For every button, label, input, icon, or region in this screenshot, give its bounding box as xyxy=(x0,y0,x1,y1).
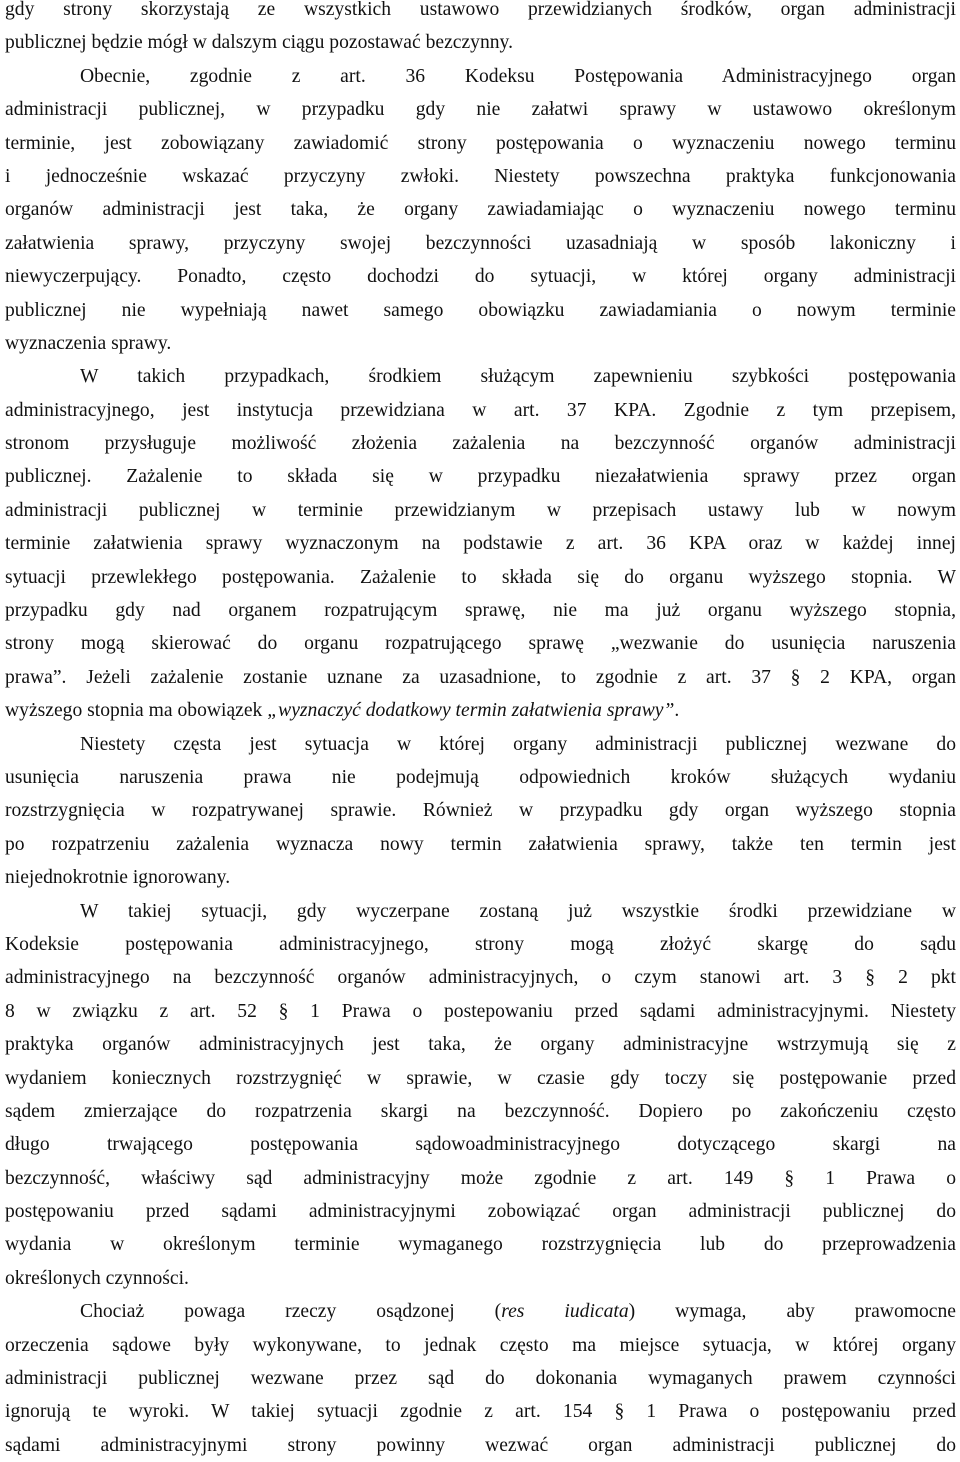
text-line: rozstrzygnięcia w rozpatrywanej sprawie. Również w przypadku gdy organ wyższego stopnia xyxy=(5,800,956,822)
text-line: ignorują te wyroki. W takiej sytuacji zgodnie z art. 154 § 1 Prawa o postępowaniu przed xyxy=(5,1401,956,1423)
text-line: niejednokrotnie ignorowany. xyxy=(5,867,231,889)
paragraph-5 xyxy=(5,895,956,1296)
text-line: gdy strony skorzystają ze wszystkich ustawowo przewidzianych środków, organ administracji xyxy=(5,0,956,20)
text-line: Kodeksie postępowania administracyjnego, strony mogą złożyć skargę do sądu xyxy=(5,933,956,955)
text-line: bezczynność, właściwy sąd administracyjny może zgodnie z art. 149 § 1 Prawa o xyxy=(5,1167,956,1189)
text-line: określonych czynności. xyxy=(5,1267,189,1289)
text-line: W takiej sytuacji, gdy wyczerpane zostaną już wszystkie środki przewidziane w xyxy=(80,900,956,922)
text-line: strony mogą skierować do organu rozpatrującego sprawę „wezwanie do usunięcia naruszenia xyxy=(5,633,956,655)
text-line: Niestety częsta jest sytuacja w której organy administracji publicznej wezwane do xyxy=(80,733,956,755)
text-line: publicznej będzie mógł w dalszym ciągu pozostawać bezczynny. xyxy=(5,32,513,54)
text-line: administracji publicznej w terminie przewidzianym w przepisach ustawy lub w nowym xyxy=(5,499,956,521)
paragraph-3 xyxy=(5,360,956,727)
text-line: organów administracji jest taka, że organy zawiadamiając o wyznaczeniu nowego terminu xyxy=(5,199,956,221)
latin-term: res iudicata xyxy=(501,1301,629,1323)
text-line: wydania w określonym terminie wymaganego rozstrzygnięcia lub do przeprowadzenia xyxy=(5,1234,956,1256)
text-line: prawa”. Jeżeli zażalenie zostanie uznane za uzasadnione, to zgodnie z art. 37 § 2 KPA, organ xyxy=(5,666,956,688)
text-line: publicznej nie wypełniają nawet samego obowiązku zawiadamiania o nowym terminie xyxy=(5,299,956,321)
text-run: ) wymaga, aby prawomocne xyxy=(628,1301,956,1323)
text-line: Obecnie, zgodnie z art. 36 Kodeksu Postępowania Administracyjnego organ xyxy=(80,65,956,87)
text-run: wyższego stopnia ma obowiązek xyxy=(5,700,268,722)
text-line: załatwienia sprawy, przyczyny swojej bezczynności uzasadniają w sposób lakoniczny i xyxy=(5,232,956,254)
text-line: publicznej. Zażalenie to składa się w przypadku niezałatwienia sprawy przez organ xyxy=(5,466,956,488)
paragraph-6 xyxy=(5,1295,956,1462)
paragraph-4 xyxy=(5,728,956,895)
text-line: administracji publicznej wezwane przez sąd do dokonania wymaganych prawem czynności xyxy=(5,1368,956,1390)
text-line: i jednocześnie wskazać przyczyny zwłoki. Niestety powszechna praktyka funkcjonowania xyxy=(5,165,956,187)
text-line: niewyczerpujący. Ponadto, często dochodzi do sytuacji, w której organy administracji xyxy=(5,266,956,288)
text-line: usunięcia naruszenia prawa nie podejmują odpowiednich kroków służących wydaniu xyxy=(5,766,956,788)
text-line: sądem zmierzające do rozpatrzenia skargi na bezczynność. Dopiero po zakończeniu często xyxy=(5,1100,956,1122)
text-line: przypadku gdy nad organem rozpatrującym sprawę, nie ma już organu wyższego stopnia, xyxy=(5,600,956,622)
emphasis-quote: „wyznaczyć dodatkowy termin załatwienia sprawy” xyxy=(267,700,675,722)
text-line: 8 w związku z art. 52 § 1 Prawa o postepowaniu przed sądami administracyjnymi. Niestety xyxy=(5,1000,956,1022)
text-run: Chociaż powaga rzeczy osądzonej ( xyxy=(80,1301,502,1323)
paragraph-1 xyxy=(5,0,956,60)
text-line xyxy=(5,694,956,727)
text-line: administracji publicznej, w przypadku gdy nie załatwi sprawy w ustawowo określonym xyxy=(5,99,956,121)
text-line: sądami administracyjnymi strony powinny wezwać organ administracji publicznej do xyxy=(5,1434,956,1456)
text-line: orzeczenia sądowe były wykonywane, to jednak często ma miejsce sytuacja, w której organy xyxy=(5,1334,956,1356)
text-line: terminie załatwienia sprawy wyznaczonym na podstawie z art. 36 KPA oraz w każdej innej xyxy=(5,533,956,555)
text-line: administracyjnego na bezczynność organów administracyjnych, o czym stanowi art. 3 § 2 pkt xyxy=(5,967,956,989)
text-line: administracyjnego, jest instytucja przewidziana w art. 37 KPA. Zgodnie z tym przepisem, xyxy=(5,399,956,421)
text-line xyxy=(5,1295,956,1328)
text-line: po rozpatrzeniu zażalenia wyznacza nowy termin załatwienia sprawy, także ten termin jest xyxy=(5,833,956,855)
text-run: . xyxy=(674,700,680,722)
text-line: terminie, jest zobowiązany zawiadomić strony postępowania o wyznaczeniu nowego terminu xyxy=(5,132,956,154)
text-line: wyznaczenia sprawy. xyxy=(5,332,172,354)
text-line: stronom przysługuje możliwość złożenia zażalenia na bezczynność organów administracji xyxy=(5,433,956,455)
text-line: wydaniem koniecznych rozstrzygnięć w sprawie, w czasie gdy toczy się postępowanie przed xyxy=(5,1067,956,1089)
text-line: praktyka organów administracyjnych jest taka, że organy administracyjne wstrzymują się z xyxy=(5,1034,956,1056)
text-line: postępowaniu przed sądami administracyjnymi zobowiązać organ administracji publicznej do xyxy=(5,1201,956,1223)
text-line: W takich przypadkach, środkiem służącym zapewnieniu szybkości postępowania xyxy=(80,366,956,388)
text-line: sytuacji przewlekłego postępowania. Zażalenie to składa się do organu wyższego stopnia. W xyxy=(5,566,956,588)
paragraph-2 xyxy=(5,60,956,361)
text-line: długo trwającego postępowania sądowoadministracyjnego dotyczącego skargi na xyxy=(5,1134,956,1156)
